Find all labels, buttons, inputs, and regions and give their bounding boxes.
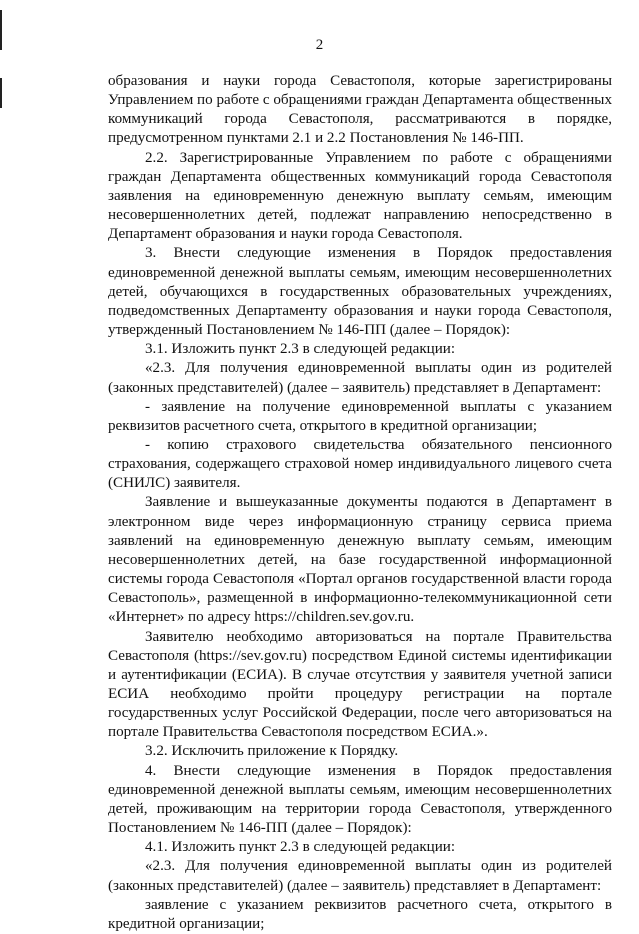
document-body bbox=[108, 72, 612, 934]
paragraph-4: 4. Внести следующие изменения в Порядок предоставления единовременной денежной выплаты семьям, имеющим несовершеннолетних детей, проживающим на территории города Севастополя, утвержденного Постановлением № 146-ПП (далее – Порядок): bbox=[108, 762, 612, 837]
scan-edge-mark-middle bbox=[0, 78, 2, 108]
paragraph-esia-authorization: Заявителю необходимо авторизоваться на портале Правительства Севастополя (https://sev.gov.ru) посредством Единой системы идентификации и аутентификации (ЕСИА). В случае отсутствия у заявителя учетной записи ЕСИА необходимо пройти процедуру регистрации на портале государственных услуг Российской Федерации, после чего авторизоваться на портале Правительства Севастополя посредством ЕСИА.». bbox=[108, 628, 612, 741]
paragraph-quote-2-3-second: «2.3. Для получения единовременной выплаты один из родителей (законных представителей) (далее – заявитель) представляет в Департамент: bbox=[108, 858, 612, 894]
paragraph-electronic-submission: Заявление и вышеуказанные документы подаются в Департамент в электронном виде через информационную страницу сервиса приема заявлений на единовременную денежную выплату семьям, имеющим несовершеннолетних детей, на базе государственной информационной системы города Севастополя «Портал органов государственной власти города Севастополь», размещенной в информационно-телекоммуникационной сети «Интернет» по адресу https://children.sev.gov.ru. bbox=[108, 494, 612, 626]
page-number: 2 bbox=[315, 37, 324, 53]
paragraph-2-2: 2.2. Зарегистрированные Управлением по работе с обращениями граждан Департамента общественных коммуникаций города Севастополя заявления на единовременную денежную выплату семьям, имеющим несовершеннолетних детей, подлежат направлению непосредственно в Департамент образования и науки города Севастополя. bbox=[108, 149, 612, 243]
paragraph-3: 3. Внести следующие изменения в Порядок предоставления единовременной денежной выплаты семьям, имеющим несовершеннолетних детей, обучающихся в государственных образовательных учреждениях, подведомственных Департаменту образования и науки города Севастополя, утвержденный Постановлением № 146-ПП (далее – Порядок): bbox=[108, 245, 612, 339]
list-item-application-second: заявление с указанием реквизитов расчетного счета, открытого в кредитной организации; bbox=[108, 896, 612, 932]
paragraph-3-1: 3.1. Изложить пункт 2.3 в следующей редакции: bbox=[145, 341, 456, 358]
paragraph-quote-2-3: «2.3. Для получения единовременной выплаты один из родителей (законных представителей) (далее – заявитель) представляет в Департамент: bbox=[108, 360, 612, 396]
list-item-application: - заявление на получение единовременной выплаты с указанием реквизитов расчетного счета, открытого в кредитной организации; bbox=[108, 398, 612, 434]
paragraph-3-2: 3.2. Исключить приложение к Порядку. bbox=[145, 743, 399, 760]
paragraph-4-1: 4.1. Изложить пункт 2.3 в следующей редакции: bbox=[145, 839, 456, 856]
paragraph-continuation: образования и науки города Севастополя, которые зарегистрированы Управлением по работе с обращениями граждан Департамента общественных коммуникаций города Севастополя, рассматриваются в порядке, предусмотренном пунктами 2.1 и 2.2 Постановления № 146-ПП. bbox=[108, 73, 612, 147]
list-item-snils-copy: - копию страхового свидетельства обязательного пенсионного страхования, содержащего страховой номер индивидуального лицевого счета (СНИЛС) заявителя. bbox=[108, 436, 612, 492]
